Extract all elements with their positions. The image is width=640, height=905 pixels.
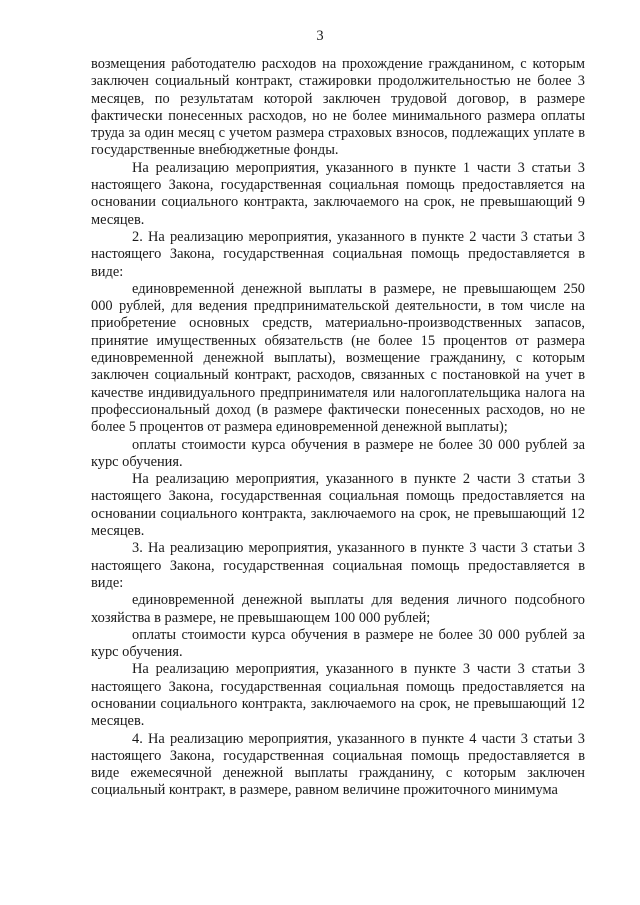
paragraph-clause-2: 2. На реализацию мероприятия, указанного в пункте 2 части 3 статьи 3 настоящего Закона, государственная социальная помощь предоставляется в виде: (91, 228, 585, 280)
paragraph-list-item: оплаты стоимости курса обучения в размере не более 30 000 рублей за курс обучения. (91, 436, 585, 470)
paragraph-clause-4: 4. На реализацию мероприятия, указанного в пункте 4 части 3 статьи 3 настоящего Закона, государственная социальная помощь предоставляется в виде ежемесячной денежной выплаты гражданину, с которым заключен социальный контракт, в размере, равном величине прожиточного минимума (91, 730, 585, 799)
document-body (91, 56, 585, 800)
page-number: 3 (316, 28, 324, 44)
paragraph-list-item: оплаты стоимости курса обучения в размере не более 30 000 рублей за курс обучения. (91, 626, 585, 661)
paragraph-list-item: единовременной денежной выплаты в размере, не превышающем 250 000 рублей, для ведения предпринимательской деятельности, в том числе на приобретение основных средств, материально-производственных запасов, принятие имущественных обязательств (не более 15 процентов от размера единовременной денежной выплаты), возмещение гражданину, с которым заключен социальный контракт, расходов, связанных с постановкой на учет в качестве индивидуального предпринимателя или налогоплательщика налога на профессиональный доход (в размере фактически понесенных расходов, но не более 5 процентов от размера единовременной денежной выплаты); (91, 280, 585, 436)
paragraph-clause-3: 3. На реализацию мероприятия, указанного в пункте 3 части 3 статьи 3 настоящего Закона, государственная социальная помощь предоставляется в виде: (91, 540, 585, 591)
paragraph-continuation: возмещения работодателю расходов на прохождение гражданином, с которым заключен социальный контракт, стажировки продолжительностью не более 3 месяцев, по результатам которой заключен трудовой договор, в размере фактически понесенных расходов, но не более минимального размера оплаты труда за один месяц с учетом размера страховых взносов, подлежащих уплате в государственные внебюджетные фонды. (91, 56, 585, 159)
paragraph: На реализацию мероприятия, указанного в пункте 1 части 3 статьи 3 настоящего Закона, государственная социальная помощь предоставляется на основании социального контракта, заключаемого на срок, не превышающий 9 месяцев. (91, 159, 585, 228)
paragraph: На реализацию мероприятия, указанного в пункте 3 части 3 статьи 3 настоящего Закона, государственная социальная помощь предоставляется на основании социального контракта, заключаемого на срок, не превышающий 12 месяцев. (91, 661, 585, 730)
paragraph: На реализацию мероприятия, указанного в пункте 2 части 3 статьи 3 настоящего Закона, государственная социальная помощь предоставляется на основании социального контракта, заключаемого на срок, не превышающий 12 месяцев. (91, 471, 585, 540)
paragraph-list-item: единовременной денежной выплаты для ведения личного подсобного хозяйства в размере, не превышающем 100 000 рублей; (91, 592, 585, 626)
